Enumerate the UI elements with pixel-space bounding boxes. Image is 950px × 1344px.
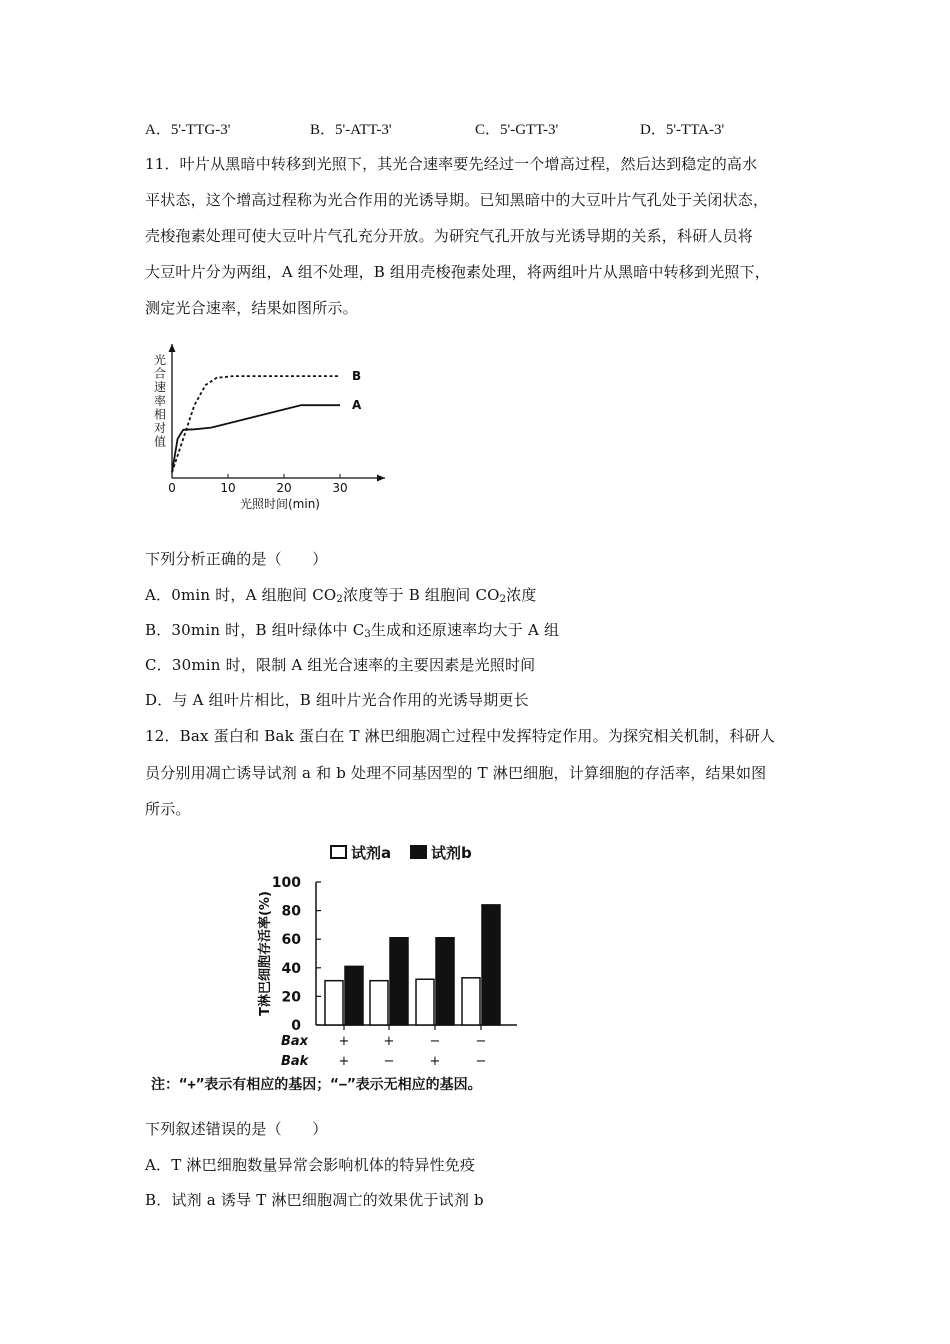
x-tick-label: 20 bbox=[276, 481, 292, 495]
legend-label-a: 试剂a bbox=[351, 844, 392, 862]
q11-option-b bbox=[145, 619, 559, 640]
bar-b-4 bbox=[482, 905, 500, 1025]
y-tick-label: 100 bbox=[271, 875, 301, 891]
q11-option-a-text-2: 浓度等于 B 组胞间 CO bbox=[342, 586, 500, 604]
q11-option-a-sub-2: 2 bbox=[499, 594, 507, 605]
chart-axes bbox=[169, 344, 386, 482]
q11-option-b-text-2: 生成和还原速率均大于 A 组 bbox=[370, 621, 560, 639]
bar-b-1 bbox=[345, 966, 363, 1025]
genotype-row-label: Bax bbox=[281, 1034, 309, 1049]
q10-option-b bbox=[310, 118, 392, 139]
y-tick-label: 80 bbox=[281, 903, 301, 920]
option-text: 5'-TTA-3' bbox=[665, 122, 725, 138]
q12-stem-line-2: 员分别用凋亡诱导试剂 a 和 b 处理不同基因型的 T 淋巴细胞，计算细胞的存活率，结果如图 bbox=[145, 764, 767, 782]
bar-a-3 bbox=[416, 979, 434, 1025]
q11-stem-line-3: 壳梭孢素处理可使大豆叶片气孔充分开放。为研究气孔开放与光诱导期的关系，科研人员将 bbox=[145, 227, 754, 245]
bar-a-1 bbox=[325, 981, 343, 1025]
q11-option-d: D．与 A 组叶片相比，B 组叶片光合作用的光诱导期更长 bbox=[145, 691, 529, 709]
legend-swatch-b bbox=[411, 846, 426, 858]
q11-option-a bbox=[145, 584, 537, 605]
option-text: 5'-GTT-3' bbox=[500, 122, 559, 138]
q11-stem-line-4: 大豆叶片分为两组，A 组不处理，B 组用壳梭孢素处理，将两组叶片从黑暗中转移到光照下， bbox=[145, 263, 770, 281]
q11-option-b-text-1: B．30min 时，B 组叶绿体中 C bbox=[145, 621, 365, 639]
q11-option-c: C．30min 时，限制 A 组光合速率的主要因素是光照时间 bbox=[145, 656, 536, 674]
q12-stem-line-3: 所示。 bbox=[145, 800, 191, 818]
q12-question: 下列叙述错误的是（ ） bbox=[145, 1120, 328, 1138]
cell-survival-bar-chart bbox=[145, 838, 645, 1098]
q11-option-a-text-3: 浓度 bbox=[506, 586, 537, 604]
q12-option-a: A．T 淋巴细胞数量异常会影响机体的特异性免疫 bbox=[145, 1156, 476, 1174]
q10-option-c bbox=[475, 118, 558, 139]
y-axis-label: T淋巴细胞存活率(%) bbox=[258, 891, 273, 1016]
y-axis-label: 光合速率相对值 bbox=[153, 353, 167, 449]
genotype-sign: + bbox=[429, 1054, 441, 1069]
photosynthesis-rate-line-chart bbox=[145, 340, 405, 520]
x-axis-arrow bbox=[377, 475, 385, 482]
x-axis-label: 光照时间(min) bbox=[240, 497, 320, 511]
genotype-row-label: Bak bbox=[281, 1054, 309, 1069]
chart-note: 注：“+”表示有相应的基因；“−”表示无相应的基因。 bbox=[151, 1077, 482, 1093]
y-tick-label: 40 bbox=[281, 960, 301, 977]
series-A-line bbox=[172, 405, 340, 472]
q11-stem-line-5: 测定光合速率，结果如图所示。 bbox=[145, 299, 358, 317]
series-B-line bbox=[172, 376, 340, 472]
genotype-sign: + bbox=[338, 1054, 350, 1069]
x-tick-label: 10 bbox=[220, 481, 236, 495]
chart-legend bbox=[331, 844, 472, 862]
series-A-label: A bbox=[352, 398, 362, 413]
y-tick-label: 20 bbox=[281, 989, 301, 1006]
bar-a-2 bbox=[370, 981, 388, 1025]
x-tick-label: 0 bbox=[168, 481, 176, 495]
option-letter: D． bbox=[640, 122, 666, 138]
option-letter: B． bbox=[310, 122, 336, 138]
chart-bars-group bbox=[325, 905, 500, 1025]
genotype-sign: − bbox=[475, 1034, 487, 1049]
genotype-sign: + bbox=[383, 1034, 395, 1049]
bar-a-4 bbox=[462, 978, 480, 1025]
chart-series-group bbox=[172, 376, 340, 472]
genotype-sign: − bbox=[475, 1054, 487, 1069]
q11-option-a-text-1: A．0min 时，A 组胞间 CO bbox=[145, 586, 337, 604]
q12-stem-line-1: 12．Bax 蛋白和 Bak 蛋白在 T 淋巴细胞凋亡过程中发挥特定作用。为探究相关机制，科研人 bbox=[145, 727, 776, 745]
bar-b-2 bbox=[390, 938, 408, 1025]
genotype-sign: − bbox=[383, 1054, 395, 1069]
legend-label-b: 试剂b bbox=[431, 844, 472, 862]
series-B-label: B bbox=[352, 369, 362, 384]
x-tick-label: 30 bbox=[332, 481, 348, 495]
y-tick-label: 0 bbox=[291, 1018, 301, 1034]
bar-b-3 bbox=[436, 938, 454, 1025]
option-text: 5'-TTG-3' bbox=[170, 122, 231, 138]
q10-option-d bbox=[640, 118, 724, 139]
option-letter: C． bbox=[475, 122, 501, 138]
q11-question: 下列分析正确的是（ ） bbox=[145, 550, 328, 568]
q12-option-b: B．试剂 a 诱导 T 淋巴细胞凋亡的效果优于试剂 b bbox=[145, 1191, 484, 1209]
q11-option-a-sub-1: 2 bbox=[336, 594, 343, 605]
option-letter: A． bbox=[145, 122, 171, 138]
q11-option-b-sub: 3 bbox=[364, 629, 371, 640]
legend-swatch-a bbox=[331, 846, 346, 858]
genotype-sign: + bbox=[338, 1034, 350, 1049]
genotype-sign: − bbox=[429, 1034, 441, 1049]
option-text: 5'-ATT-3' bbox=[335, 122, 392, 138]
q10-option-a bbox=[145, 118, 230, 139]
y-axis-arrow bbox=[169, 344, 176, 352]
y-tick-label: 60 bbox=[281, 932, 301, 949]
q11-stem-line-1: 11．叶片从黑暗中转移到光照下，其光合速率要先经过一个增高过程，然后达到稳定的高水 bbox=[145, 155, 758, 173]
q11-stem-line-2: 平状态，这个增高过程称为光合作用的光诱导期。已知黑暗中的大豆叶片气孔处于关闭状态， bbox=[145, 191, 769, 209]
